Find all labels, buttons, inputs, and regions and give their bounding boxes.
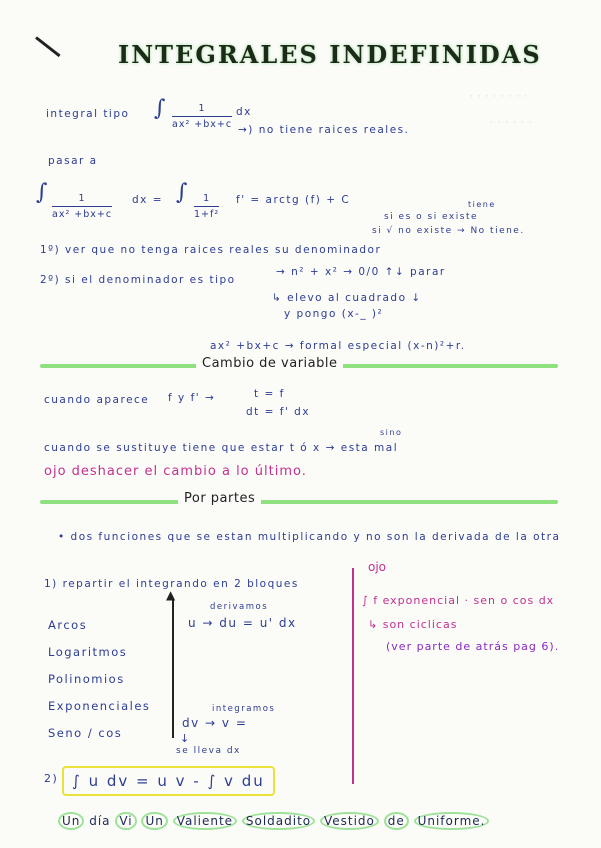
step-2: 2º) si el denominador es tipo [40,274,236,286]
integral-sign: ∫ [36,180,48,205]
corner-pen-mark [35,36,60,57]
partes-bullet: • dos funciones que se estan multiplicando y no son la derivada de la otra [58,531,561,543]
section-header-cambio: Cambio de variable [196,356,343,371]
pasar-left-fraction [52,186,112,220]
ojo-line3: (ver parte de atrás pag 6). [386,640,560,653]
note-si-existe: si es o si existe [384,212,479,222]
liate-item: Polinomios [48,672,125,686]
mnemonic-word: día [89,814,111,828]
page-title: INTEGRALES INDEFINIDAS [118,40,542,69]
section-divider [40,500,558,504]
pasar-right-fraction [194,186,219,220]
mnemonic-word: de [384,812,409,830]
mnemonic-word: Vestido [320,812,379,830]
intro-dx: dx [236,106,252,118]
cambio-ojo: ojo deshacer el cambio a lo último. [44,464,307,479]
mnemonic-word: Soldadito [242,812,315,830]
cambio-lead: cuando aparece [44,394,150,406]
ojo-line2: ↳ son ciclicas [368,618,458,631]
step-2b: ↳ elevo al cuadrado ↓ [272,292,422,304]
cambio-dt: dt = f' dx [246,406,311,418]
integral-sign: ∫ [176,180,188,205]
ojo-line1: ∫ f exponencial · sen o cos dx [362,594,555,607]
section-header-partes: Por partes [178,491,261,506]
liate-item: Arcos [48,618,88,632]
partes-step1: 1) repartir el integrando en 2 bloques [44,578,299,590]
formula-box: ∫ u dv = u v - ∫ v du [62,766,275,796]
intro-tail: →) no tiene raices reales. [238,124,410,136]
mnemonic-word: Un [141,812,167,830]
bleed-through-text: · · · · · · · · [470,92,528,102]
note-no-existe: si √ no existe → No tiene. [372,226,525,236]
note-tiene: tiene [468,200,496,209]
derivamos-label: derivamos [210,602,269,612]
liate-list [48,612,150,747]
step-2a: → n² + x² → 0/0 ↑↓ parar [276,266,446,278]
liate-item: Exponenciales [48,699,151,713]
step-3: ax² +bx+c → formal especial (x-n)²+r. [210,340,466,352]
mnemonic-word: Valiente [173,812,237,830]
ojo-margin-line [352,568,354,784]
integral-sign: ∫ [154,96,166,121]
intro-fraction [172,96,232,130]
u-line: u → du = u' dx [188,616,297,630]
bleed-through-text: · · · · · · [490,118,533,128]
pasar-left-num: 1 [78,193,86,204]
pasar-right-den: 1+f² [194,209,220,220]
cambio-line2: cuando se sustituye tiene que estar t ó x → esta mal [44,442,399,454]
ojo-partes: ojo [368,560,387,574]
liate-item: Seno / cos [48,726,123,740]
pasar-dx: dx = [132,194,164,206]
mnemonic-word: Uniforme. [414,812,490,830]
cambio-sino: sino [380,428,403,437]
mnemonic [58,812,489,830]
pasar-left-den: ax² +bx+c [52,209,113,220]
mnemonic-word: Un [58,812,84,830]
pasar-result: f' = arctg (f) + C [236,194,351,206]
intro-numerator: 1 [198,103,206,114]
arrow-up-icon: ▲ [166,588,176,602]
priority-arrow-line [172,598,174,738]
step-2c: y pongo (x-_ )² [284,308,384,320]
pasar-right-num: 1 [203,193,211,204]
arrow-down-icon: ↓ [180,732,191,745]
se-lleva-dx: se lleva dx [176,746,241,756]
intro-denominator: ax² +bx+c [172,119,233,130]
intro-lead: integral tipo [46,108,130,120]
liate-item: Logaritmos [48,645,128,659]
cambio-mid: f y f' → [168,392,216,404]
mnemonic-word: Vi [115,812,136,830]
step-1: 1º) ver que no tenga raices reales su denominador [40,244,382,256]
cambio-t: t = f [254,388,285,400]
pasar-label: pasar a [48,155,98,167]
dv-line: dv → v = [182,716,248,730]
partes-step2-label: 2) [44,772,59,785]
integramos-label: integramos [212,704,276,714]
